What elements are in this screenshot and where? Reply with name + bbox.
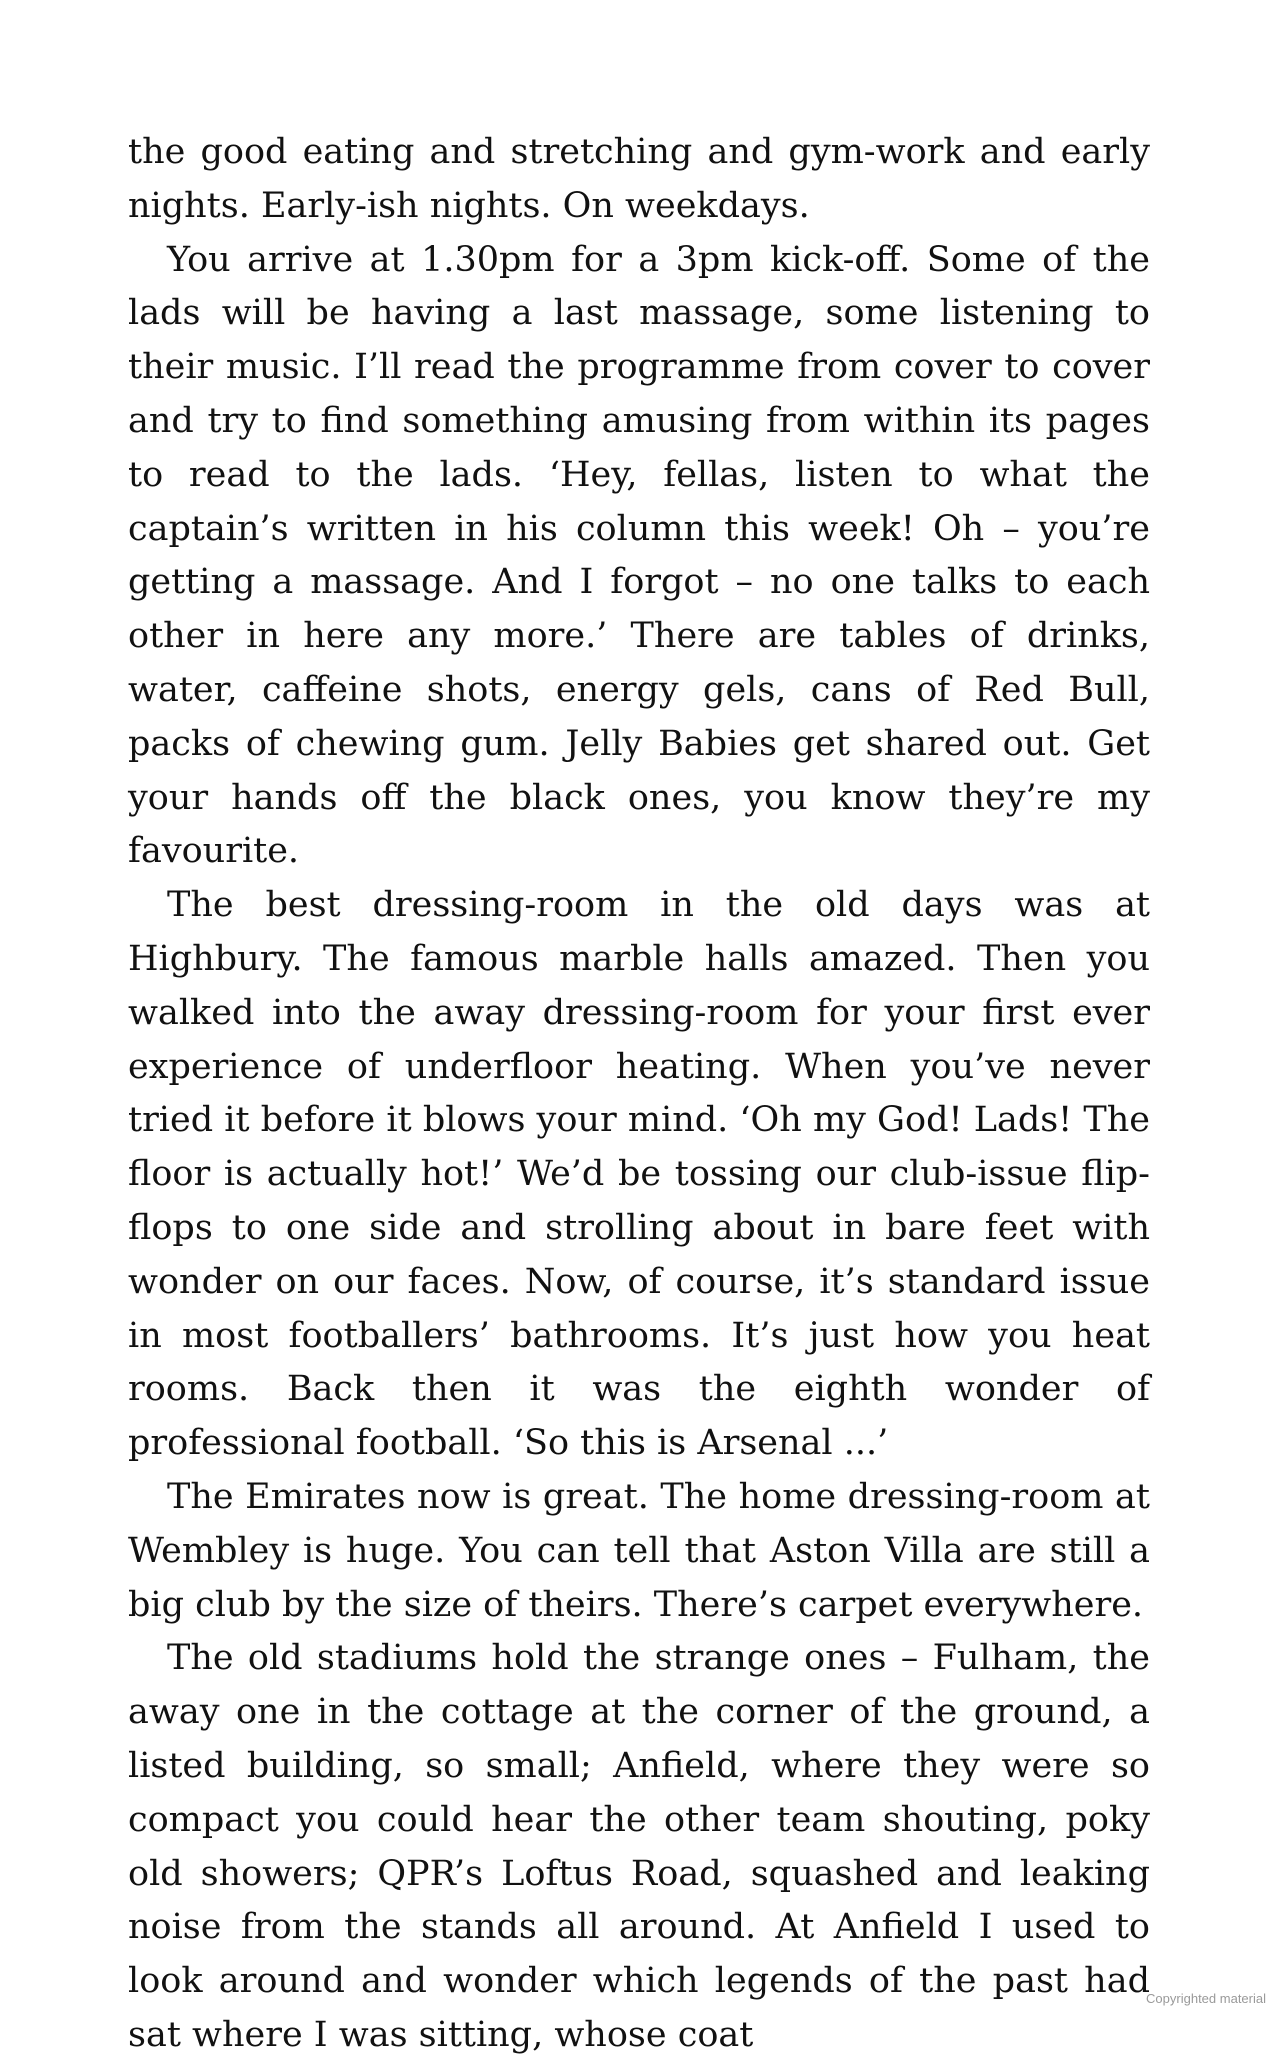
page-body xyxy=(128,126,1150,2063)
paragraph-2: You arrive at 1.30pm for a 3pm kick-off. Some of the lads will be having a last massage, some listening to their music. I’ll read the programme from cover to cover and try to find something amusing from within its pages to read to the lads. ‘Hey, fellas, listen to what the captain’s written in his column this week! Oh – you’re getting a massage. And I forgot – no one talks to each other in here any more.’ There are tables of drinks, water, caffeine shots, energy gels, cans of Red Bull, packs of chewing gum. Jelly Babies get shared out. Get your hands off the black ones, you know they’re my favourite. xyxy=(128,239,1150,872)
paragraph-3: The best dressing-room in the old days was at Highbury. The famous marble halls amazed. Then you walked into the away dressing-room for your first ever experience of underfloor heating. When you’ve never tried it before it blows your mind. ‘Oh my God! Lads! The floor is actually hot!’ We’d be tossing our club-issue flip-flops to one side and strolling about in bare feet with wonder on our faces. Now, of course, it’s standard issue in most footballers’ bathrooms. It’s just how you heat rooms. Back then it was the eighth wonder of professional football. ‘So this is Arsenal ...’ xyxy=(128,885,1150,1464)
paragraph-4: The Emirates now is great. The home dressing-room at Wembley is huge. You can tell that Aston Villa are still a big club by the size of theirs. There’s carpet everywhere. xyxy=(128,1476,1150,1625)
paragraph-1: the good eating and stretching and gym-work and early nights. Early-ish nights. On weekdays. xyxy=(128,132,1150,226)
copyright-notice: Copyrighted material xyxy=(1146,1991,1266,2006)
paragraph-5: The old stadiums hold the strange ones – Fulham, the away one in the cottage at the corner of the ground, a listed building, so small; Anfield, where they were so compact you could hear the other team shouting, poky old showers; QPR’s Loftus Road, squashed and leaking noise from the stands all around. At Anfield I used to look around and wonder which legends of the past had sat where I was sitting, whose coat xyxy=(128,1638,1150,2055)
